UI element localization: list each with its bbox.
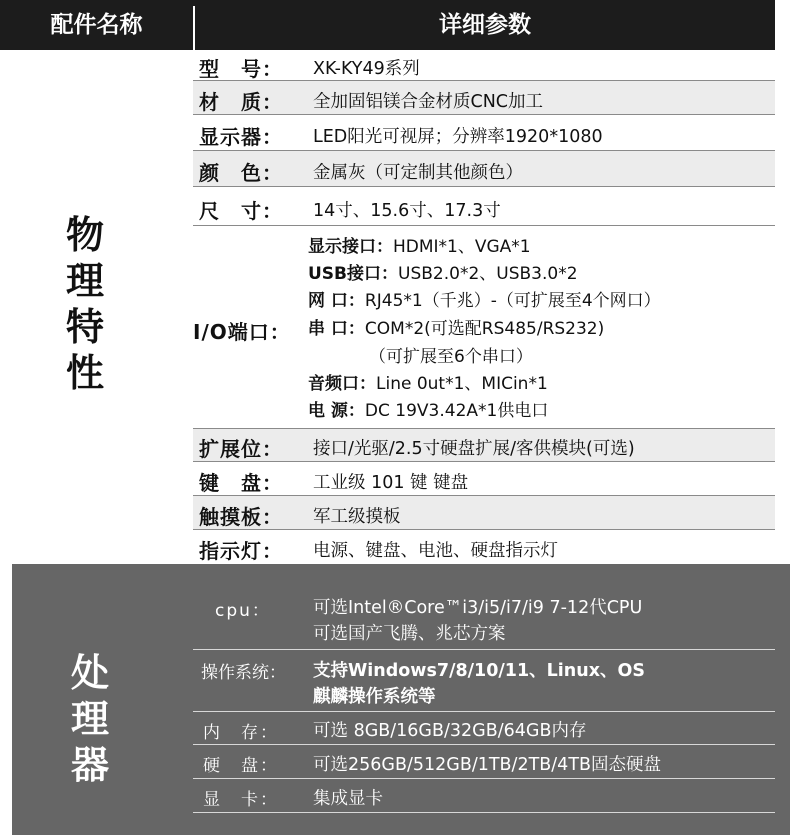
physical-label-char: 性 bbox=[65, 351, 104, 395]
io-line-label: 网 口： bbox=[308, 291, 365, 311]
spec-value: LED阳光可视屏；分辨率1920*1080 bbox=[313, 127, 603, 147]
spec-key: 尺 寸： bbox=[199, 199, 283, 223]
processor-label-char: 理 bbox=[70, 697, 109, 741]
io-line bbox=[308, 314, 604, 339]
io-line-value: USB2.0*2、USB3.0*2 bbox=[398, 264, 578, 284]
spec-value: 军工级摸板 bbox=[313, 507, 401, 527]
proc-key: cpu： bbox=[215, 601, 271, 621]
io-line-value: （可扩展至6个串口） bbox=[369, 347, 533, 367]
processor-label-char: 处 bbox=[70, 651, 109, 695]
physical-section-label bbox=[55, 212, 115, 396]
io-line bbox=[308, 259, 578, 284]
proc-key: 内 存： bbox=[203, 723, 279, 743]
proc-key: 硬 盘： bbox=[203, 756, 279, 776]
proc-row-cpu bbox=[193, 589, 775, 650]
io-line bbox=[308, 396, 548, 421]
spec-row-expansion bbox=[193, 429, 775, 462]
io-line-value: DC 19V3.42A*1供电口 bbox=[364, 401, 549, 421]
table-header bbox=[0, 0, 775, 50]
spec-row-io bbox=[193, 226, 775, 429]
spec-key: 型 号： bbox=[199, 57, 283, 81]
io-line bbox=[308, 232, 531, 257]
processor-label-char: 器 bbox=[70, 743, 109, 787]
spec-key: 键 盘： bbox=[199, 471, 283, 495]
spec-key: 显示器： bbox=[199, 125, 283, 149]
io-line bbox=[308, 286, 661, 311]
spec-key: 颜 色： bbox=[199, 161, 283, 185]
spec-row-keyboard bbox=[193, 462, 775, 496]
proc-value-line: 可选 8GB/16GB/32GB/64GB内存 bbox=[313, 721, 587, 741]
spec-value: 全加固铝镁合金材质CNC加工 bbox=[313, 92, 544, 112]
proc-value-line: 集成显卡 bbox=[313, 789, 383, 809]
spec-value: 金属灰（可定制其他颜色） bbox=[313, 163, 523, 183]
io-line-value: COM*2(可选配RS485/RS232) bbox=[364, 319, 605, 339]
io-line-label: USB接口： bbox=[308, 264, 399, 284]
spec-key: 触摸板： bbox=[199, 505, 283, 529]
spec-key: 扩展位： bbox=[199, 437, 283, 461]
spec-value: XK-KY49系列 bbox=[313, 59, 420, 79]
io-line-label: 电 源： bbox=[308, 401, 365, 421]
io-line bbox=[369, 342, 533, 367]
spec-row-size bbox=[193, 187, 775, 226]
physical-label-char: 物 bbox=[65, 213, 104, 257]
proc-row-os bbox=[193, 650, 775, 712]
spec-key: 指示灯： bbox=[199, 539, 283, 563]
io-line-label: 音频口： bbox=[308, 374, 376, 394]
physical-label-char: 特 bbox=[65, 305, 104, 349]
io-line-value: RJ45*1（千兆）-（可扩展至4个网口） bbox=[364, 291, 661, 311]
io-line-value: HDMI*1、VGA*1 bbox=[393, 237, 531, 257]
spec-row-material bbox=[193, 81, 775, 115]
header-details: 详细参数 bbox=[439, 12, 531, 38]
io-line bbox=[308, 369, 548, 394]
io-line-value: Line 0ut*1、MICin*1 bbox=[376, 374, 548, 394]
spec-key: 材 质： bbox=[199, 90, 283, 114]
proc-row-memory bbox=[193, 712, 775, 745]
spec-value: 电源、键盘、电池、硬盘指示灯 bbox=[313, 541, 558, 561]
proc-value-line: 可选Intel®Core™i3/i5/i7/i9 7-12代CPU bbox=[313, 598, 643, 618]
spec-value: 接口/光驱/2.5寸硬盘扩展/客供模块(可选) bbox=[313, 439, 635, 459]
spec-row-model bbox=[193, 50, 775, 81]
proc-key: 操作系统： bbox=[201, 663, 286, 683]
spec-key: I/O端口： bbox=[193, 320, 291, 344]
proc-row-graphics bbox=[193, 779, 775, 813]
header-part-name: 配件名称 bbox=[50, 12, 143, 38]
spec-row-color bbox=[193, 151, 775, 187]
spec-value: 14寸、15.6寸、17.3寸 bbox=[313, 201, 501, 221]
proc-value-line: 可选256GB/512GB/1TB/2TB/4TB固态硬盘 bbox=[313, 755, 662, 775]
physical-label-char: 理 bbox=[65, 259, 104, 303]
proc-value-line: 支持Windows7/8/10/11、Linux、OS bbox=[313, 661, 645, 681]
proc-row-storage bbox=[193, 745, 775, 779]
io-line-label: 串 口： bbox=[308, 319, 365, 339]
spec-row-indicator bbox=[193, 530, 775, 564]
proc-value-line: 可选国产飞腾、兆芯方案 bbox=[313, 624, 506, 644]
processor-section-label bbox=[60, 650, 120, 788]
spec-row-display bbox=[193, 115, 775, 151]
proc-value-line: 麒麟操作系统等 bbox=[313, 687, 436, 707]
io-line-label: 显示接口： bbox=[308, 237, 393, 257]
proc-key: 显 卡： bbox=[203, 790, 279, 810]
spec-row-touchpad bbox=[193, 496, 775, 530]
spec-value: 工业级 101 键 键盘 bbox=[313, 473, 469, 493]
